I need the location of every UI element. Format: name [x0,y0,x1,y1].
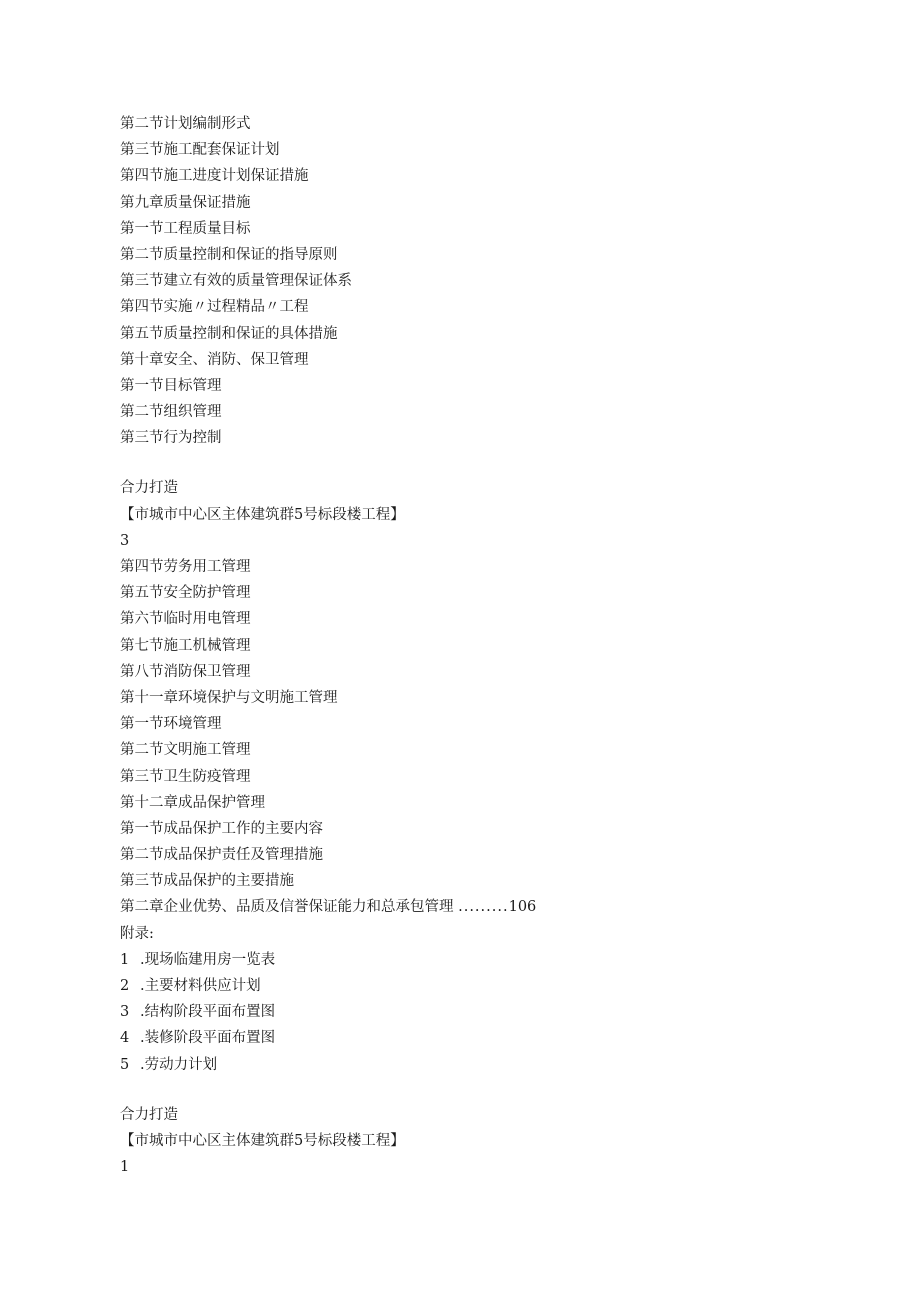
appendix-item-text: .劳动力计划 [140,1056,218,1073]
toc-line: 第二节文明施工管理 [120,742,251,759]
toc-line: 第七节施工机械管理 [120,637,251,654]
toc-line: 第二节质量控制和保证的指导原则 [120,246,338,263]
appendix-item-number: 4 [120,1030,130,1047]
toc-leader-dots: ......... [458,899,509,916]
toc-line: 第三节成品保护的主要措施 [120,873,294,890]
toc-line: 第四节施工进度计划保证措施 [120,168,309,185]
footer-project-title: 【市城市中心区主体建筑群5号标段楼工程】 [120,506,405,523]
appendix-item-text: .装修阶段平面布置图 [140,1030,276,1047]
page-footer-1 [120,475,820,554]
toc-line: 第一节环境管理 [120,716,222,733]
spacer [120,451,820,475]
appendix-item-text: .结构阶段平面布置图 [140,1004,276,1021]
appendix-item [120,999,820,1025]
toc-entry-page: 106 [508,899,537,916]
appendix [120,921,820,1078]
toc-entry-text: 第二章企业优势、品质及信誉保证能力和总承包管理 [120,899,454,916]
toc-line: 第六节临时用电管理 [120,611,251,628]
footer-brand: 合力打造 [120,1106,178,1123]
document-page [120,111,820,1180]
footer-brand: 合力打造 [120,480,178,497]
toc-line: 第八节消防保卫管理 [120,663,251,680]
appendix-item-number: 1 [120,951,130,968]
toc-line: 第三节卫生防疫管理 [120,768,251,785]
footer-page-number: 3 [120,532,130,549]
appendix-item [120,1052,820,1078]
toc-line: 第二节组织管理 [120,404,222,421]
spacer [120,1078,820,1102]
appendix-item-number: 5 [120,1056,130,1073]
toc-entry-with-page [120,894,820,920]
toc-line: 第二节计划编制形式 [120,116,251,132]
toc-line: 第一节目标管理 [120,377,222,394]
toc-line: 第四节劳务用工管理 [120,559,251,575]
toc-line: 第二节成品保护责任及管理措施 [120,847,323,864]
toc-section-b [120,554,820,894]
appendix-item-number: 3 [120,1004,130,1021]
toc-line: 第一节成品保护工作的主要内容 [120,820,323,837]
appendix-item-text: .现场临建用房一览表 [140,951,276,968]
page-footer-2 [120,1102,820,1181]
toc-line: 第五节安全防护管理 [120,585,251,602]
toc-section-a [120,111,820,451]
toc-line: 第十一章环境保护与文明施工管理 [120,689,338,706]
toc-line: 第三节行为控制 [120,430,222,447]
footer-page-number: 1 [120,1159,130,1176]
toc-line: 第五节质量控制和保证的具体措施 [120,325,338,342]
appendix-item [120,973,820,999]
appendix-item [120,1025,820,1051]
toc-line: 第九章质量保证措施 [120,194,251,211]
toc-line: 第三节施工配套保证计划 [120,142,280,159]
appendix-item-text: .主要材料供应计划 [140,978,261,994]
toc-line: 第四节实施〃过程精品〃工程 [120,299,309,316]
footer-project-title: 【市城市中心区主体建筑群5号标段楼工程】 [120,1132,405,1149]
appendix-item-number: 2 [120,978,130,994]
toc-line: 第一节工程质量目标 [120,220,251,237]
appendix-item [120,947,820,973]
toc-line: 第十二章成品保护管理 [120,794,265,811]
appendix-heading: 附录: [120,925,154,942]
toc-line: 第三节建立有效的质量管理保证体系 [120,273,352,290]
toc-line: 第十章安全、消防、保卫管理 [120,351,309,368]
